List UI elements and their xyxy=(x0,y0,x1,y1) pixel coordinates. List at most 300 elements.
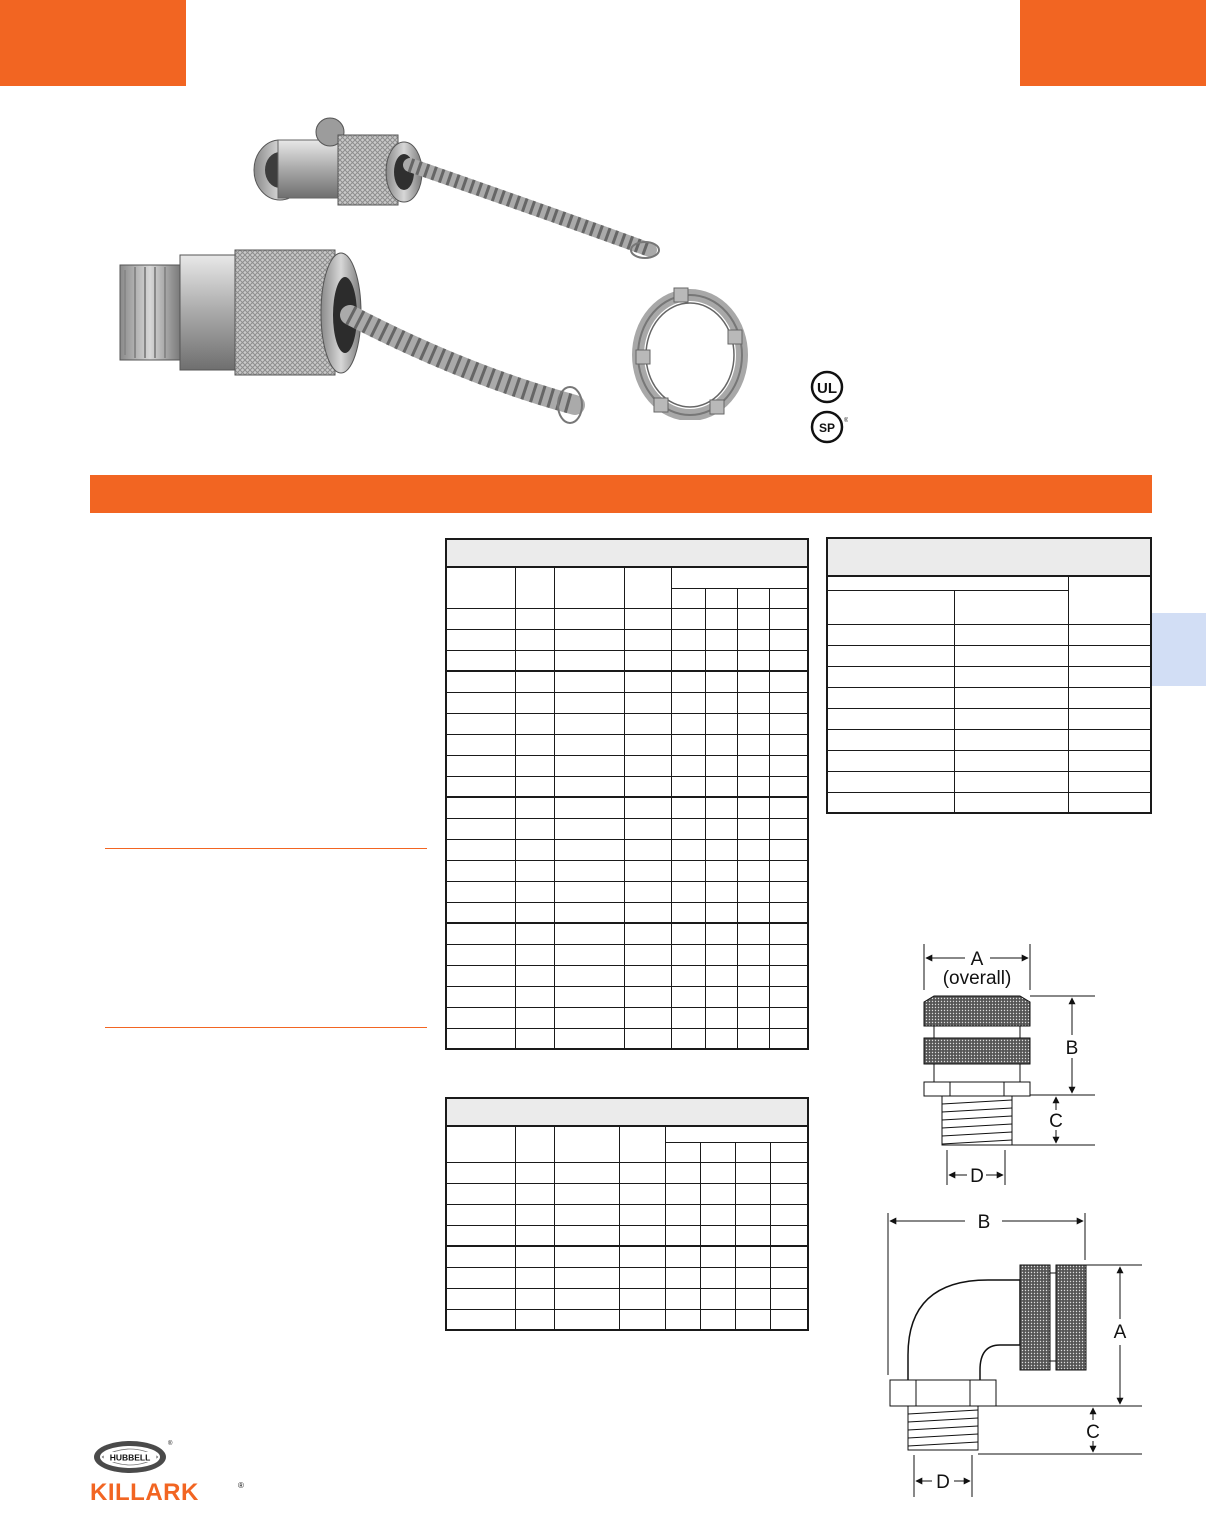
table-cell xyxy=(554,1162,619,1183)
table-cell xyxy=(737,923,769,944)
table-cell xyxy=(701,1162,736,1183)
table-cell xyxy=(516,1028,555,1049)
table-cell xyxy=(446,839,516,860)
table-cell xyxy=(769,902,808,923)
table-cell xyxy=(706,860,738,881)
table-cell xyxy=(625,965,672,986)
table-cell xyxy=(735,1204,770,1225)
table-cell xyxy=(737,692,769,713)
table-cell xyxy=(770,1183,808,1204)
table-row xyxy=(446,608,808,629)
elbow-connector-spec-table xyxy=(445,1097,809,1331)
table-cell xyxy=(701,1225,736,1246)
table-row xyxy=(446,818,808,839)
header-tab-left xyxy=(0,0,186,86)
table-cell xyxy=(625,734,672,755)
table-cell xyxy=(554,944,625,965)
table-cell xyxy=(769,818,808,839)
table-cell xyxy=(735,1267,770,1288)
table-cell xyxy=(737,965,769,986)
locknut-photo xyxy=(630,280,750,420)
table-cell xyxy=(701,1309,736,1330)
dim-c-label: C xyxy=(1049,1111,1063,1132)
table-cell xyxy=(672,860,706,881)
table-cell xyxy=(516,797,555,818)
table-row xyxy=(446,965,808,986)
table-cell xyxy=(666,1288,701,1309)
table-cell xyxy=(954,687,1068,708)
table-cell xyxy=(769,776,808,797)
table-cell xyxy=(954,771,1068,792)
table-cell xyxy=(516,608,555,629)
table-cell xyxy=(516,713,555,734)
table-cell xyxy=(516,1204,555,1225)
table-cell xyxy=(672,839,706,860)
table-cell xyxy=(672,881,706,902)
table-row xyxy=(446,776,808,797)
table-cell xyxy=(706,986,738,1007)
table-row xyxy=(446,1204,808,1225)
table-cell xyxy=(770,1225,808,1246)
table-cell xyxy=(554,1028,625,1049)
table-cell xyxy=(954,792,1068,813)
table-cell xyxy=(769,650,808,671)
table-cell xyxy=(706,881,738,902)
table-header-row xyxy=(446,567,808,588)
table-cell xyxy=(769,1007,808,1028)
table-cell xyxy=(516,1162,555,1183)
straight-connector-spec-table xyxy=(445,538,809,1050)
table-cell xyxy=(672,1007,706,1028)
table-cell xyxy=(706,965,738,986)
section-index-tab xyxy=(1152,613,1206,686)
table-cell xyxy=(516,776,555,797)
table-cell xyxy=(446,1007,516,1028)
table-row xyxy=(827,708,1151,729)
table-cell xyxy=(769,965,808,986)
table-cell xyxy=(1068,750,1151,771)
table-cell xyxy=(446,818,516,839)
table-cell xyxy=(737,650,769,671)
table-cell xyxy=(769,713,808,734)
table-row xyxy=(446,860,808,881)
table-cell xyxy=(554,734,625,755)
table-cell xyxy=(827,687,954,708)
dim-a-note: (overall) xyxy=(942,968,1012,989)
table-cell xyxy=(446,734,516,755)
svg-text:®: ® xyxy=(844,418,848,424)
table-cell xyxy=(701,1267,736,1288)
table-cell xyxy=(769,839,808,860)
table-row xyxy=(446,1309,808,1330)
table-cell xyxy=(446,1028,516,1049)
table-cell xyxy=(701,1183,736,1204)
table-cell xyxy=(737,944,769,965)
table-cell xyxy=(769,860,808,881)
table-row xyxy=(446,734,808,755)
table-cell xyxy=(554,608,625,629)
csa-certified-icon xyxy=(810,410,848,444)
table-cell xyxy=(625,797,672,818)
table-cell xyxy=(554,692,625,713)
table-cell xyxy=(672,986,706,1007)
table-cell xyxy=(706,797,738,818)
table-row xyxy=(446,1246,808,1267)
table-cell xyxy=(672,1028,706,1049)
table-cell xyxy=(625,650,672,671)
table-cell xyxy=(672,902,706,923)
table-cell xyxy=(516,1267,555,1288)
table-cell xyxy=(554,923,625,944)
table-cell xyxy=(769,755,808,776)
table-cell xyxy=(516,965,555,986)
table-cell xyxy=(554,881,625,902)
table-row xyxy=(446,1028,808,1049)
table-cell xyxy=(735,1183,770,1204)
table-title-row xyxy=(446,539,808,567)
table-cell xyxy=(737,986,769,1007)
table-cell xyxy=(625,692,672,713)
table-cell xyxy=(737,629,769,650)
dim-a-label: A xyxy=(970,949,984,970)
table-cell xyxy=(516,1288,555,1309)
section-header-bar xyxy=(90,475,1152,513)
svg-text:®: ® xyxy=(168,1441,173,1447)
table-cell xyxy=(1068,708,1151,729)
table-cell xyxy=(737,881,769,902)
table-row xyxy=(446,1007,808,1028)
table-cell xyxy=(554,629,625,650)
table-row xyxy=(446,839,808,860)
table-cell xyxy=(769,986,808,1007)
table-cell xyxy=(769,944,808,965)
table-cell xyxy=(516,839,555,860)
table-cell xyxy=(827,771,954,792)
table-row xyxy=(446,671,808,692)
table-cell xyxy=(735,1309,770,1330)
table-cell xyxy=(737,797,769,818)
table-cell xyxy=(554,1204,619,1225)
table-cell xyxy=(737,860,769,881)
table-cell xyxy=(554,650,625,671)
table-cell xyxy=(701,1288,736,1309)
table-cell xyxy=(446,860,516,881)
table-cell xyxy=(625,608,672,629)
table-row xyxy=(446,692,808,713)
table-cell xyxy=(1068,624,1151,645)
table-cell xyxy=(770,1267,808,1288)
table-cell xyxy=(516,650,555,671)
table-cell xyxy=(516,923,555,944)
dim-d-label: D xyxy=(936,1472,950,1493)
table-cell xyxy=(625,881,672,902)
table-cell xyxy=(516,734,555,755)
table-cell xyxy=(625,860,672,881)
table-cell xyxy=(554,1183,619,1204)
table-cell xyxy=(735,1288,770,1309)
table-cell xyxy=(666,1183,701,1204)
table-cell xyxy=(737,713,769,734)
table-cell xyxy=(769,734,808,755)
table-cell xyxy=(769,797,808,818)
table-cell xyxy=(1068,645,1151,666)
table-cell xyxy=(516,986,555,1007)
table-cell xyxy=(625,818,672,839)
table-cell xyxy=(554,755,625,776)
table-cell xyxy=(625,713,672,734)
locknut-spec-table xyxy=(826,537,1152,814)
table-cell xyxy=(1068,729,1151,750)
table-cell xyxy=(446,1309,516,1330)
table-cell xyxy=(619,1267,666,1288)
left-column-divider-1 xyxy=(105,848,427,849)
table-cell xyxy=(446,797,516,818)
table-cell xyxy=(770,1309,808,1330)
table-row xyxy=(446,1288,808,1309)
table-cell xyxy=(954,729,1068,750)
table-cell xyxy=(735,1225,770,1246)
table-cell xyxy=(666,1309,701,1330)
table-cell xyxy=(625,839,672,860)
table-cell xyxy=(769,692,808,713)
table-cell xyxy=(446,923,516,944)
table-cell xyxy=(516,1007,555,1028)
table-cell xyxy=(706,629,738,650)
table-row xyxy=(446,1183,808,1204)
table-cell xyxy=(1068,792,1151,813)
table-cell xyxy=(737,839,769,860)
table-cell xyxy=(954,645,1068,666)
table-cell xyxy=(706,650,738,671)
table-cell xyxy=(735,1246,770,1267)
table-cell xyxy=(827,729,954,750)
killark-wordmark: KILLARK xyxy=(90,1479,199,1506)
table-row xyxy=(446,629,808,650)
table-cell xyxy=(625,1028,672,1049)
table-cell xyxy=(666,1267,701,1288)
table-cell xyxy=(554,818,625,839)
table-cell xyxy=(619,1183,666,1204)
table-cell xyxy=(701,1246,736,1267)
table-cell xyxy=(706,671,738,692)
table-cell xyxy=(625,986,672,1007)
table-cell xyxy=(625,671,672,692)
table-cell xyxy=(706,1007,738,1028)
table-cell xyxy=(769,629,808,650)
table-cell xyxy=(516,629,555,650)
table-cell xyxy=(446,986,516,1007)
table-row xyxy=(446,797,808,818)
table-cell xyxy=(954,624,1068,645)
table-row xyxy=(446,944,808,965)
table-cell xyxy=(625,755,672,776)
svg-text:SP: SP xyxy=(818,421,836,435)
table-cell xyxy=(706,713,738,734)
table-cell xyxy=(554,1309,619,1330)
table-cell xyxy=(827,750,954,771)
table-cell xyxy=(737,755,769,776)
table-cell xyxy=(672,818,706,839)
table-cell xyxy=(625,776,672,797)
elbow-connector-dimension-diagram xyxy=(880,1205,1150,1505)
table-cell xyxy=(735,1162,770,1183)
table-cell xyxy=(619,1204,666,1225)
table-cell xyxy=(737,1028,769,1049)
table-cell xyxy=(446,692,516,713)
table-cell xyxy=(770,1288,808,1309)
table-row xyxy=(827,729,1151,750)
table-cell xyxy=(672,692,706,713)
table-cell xyxy=(625,944,672,965)
table-cell xyxy=(554,776,625,797)
left-column-divider-2 xyxy=(105,1027,427,1028)
table-cell xyxy=(827,645,954,666)
table-cell xyxy=(954,666,1068,687)
table-cell xyxy=(769,1028,808,1049)
table-cell xyxy=(706,902,738,923)
table-cell xyxy=(706,608,738,629)
table-cell xyxy=(706,1028,738,1049)
table-cell xyxy=(446,671,516,692)
table-cell xyxy=(666,1246,701,1267)
table-cell xyxy=(737,776,769,797)
table-cell xyxy=(619,1309,666,1330)
dim-d-label: D xyxy=(970,1166,984,1187)
table-cell xyxy=(446,713,516,734)
table-cell xyxy=(706,839,738,860)
table-cell xyxy=(827,624,954,645)
table-cell xyxy=(619,1225,666,1246)
table-cell xyxy=(446,965,516,986)
table-cell xyxy=(554,965,625,986)
trademark-symbol: ® xyxy=(238,1481,244,1490)
table-cell xyxy=(706,818,738,839)
table-cell xyxy=(619,1162,666,1183)
table-cell xyxy=(446,755,516,776)
table-cell xyxy=(516,902,555,923)
table-cell xyxy=(446,1267,516,1288)
table-cell xyxy=(672,923,706,944)
table-cell xyxy=(446,944,516,965)
table-cell xyxy=(554,713,625,734)
table-cell xyxy=(769,923,808,944)
table-cell xyxy=(446,776,516,797)
table-row xyxy=(827,750,1151,771)
table-cell xyxy=(827,666,954,687)
table-cell xyxy=(554,986,625,1007)
straight-connector-dimension-diagram xyxy=(880,940,1110,1190)
table-cell xyxy=(770,1204,808,1225)
table-cell xyxy=(672,671,706,692)
table-cell xyxy=(769,671,808,692)
table-row xyxy=(827,687,1151,708)
table-cell xyxy=(516,671,555,692)
table-cell xyxy=(737,608,769,629)
table-cell xyxy=(554,860,625,881)
table-cell xyxy=(554,902,625,923)
table-row xyxy=(446,1225,808,1246)
table-cell xyxy=(672,608,706,629)
table-cell xyxy=(446,1225,516,1246)
table-cell xyxy=(770,1162,808,1183)
table-cell xyxy=(770,1246,808,1267)
table-cell xyxy=(554,671,625,692)
brand-logo xyxy=(90,1437,250,1507)
table-cell xyxy=(446,881,516,902)
table-header-row xyxy=(827,576,1151,590)
table-cell xyxy=(706,776,738,797)
dim-a-label: A xyxy=(1113,1322,1127,1343)
table-cell xyxy=(666,1162,701,1183)
hubbell-wordmark: HUBBELL xyxy=(109,1452,151,1463)
table-cell xyxy=(672,713,706,734)
header-tab-right xyxy=(1020,0,1206,86)
table-cell xyxy=(516,755,555,776)
table-row xyxy=(446,1162,808,1183)
table-cell xyxy=(516,1183,555,1204)
table-cell xyxy=(446,1204,516,1225)
table-cell xyxy=(666,1225,701,1246)
table-cell xyxy=(827,708,954,729)
table-cell xyxy=(625,629,672,650)
table-cell xyxy=(737,818,769,839)
table-cell xyxy=(516,818,555,839)
table-cell xyxy=(554,839,625,860)
table-cell xyxy=(706,692,738,713)
table-cell xyxy=(737,734,769,755)
table-cell xyxy=(769,608,808,629)
table-cell xyxy=(737,1007,769,1028)
table-row xyxy=(446,923,808,944)
table-title-row xyxy=(827,538,1151,576)
table-cell xyxy=(554,1246,619,1267)
table-cell xyxy=(672,734,706,755)
table-cell xyxy=(516,860,555,881)
table-cell xyxy=(446,650,516,671)
table-cell xyxy=(672,965,706,986)
table-cell xyxy=(516,1309,555,1330)
table-row xyxy=(446,1267,808,1288)
table-title-row xyxy=(446,1098,808,1126)
hubbell-logo xyxy=(90,1437,174,1477)
table-cell xyxy=(1068,666,1151,687)
table-row xyxy=(827,792,1151,813)
table-cell xyxy=(516,1225,555,1246)
table-row xyxy=(827,645,1151,666)
dim-b-label: B xyxy=(1065,1038,1079,1059)
table-cell xyxy=(672,629,706,650)
table-cell xyxy=(619,1288,666,1309)
table-cell xyxy=(625,1007,672,1028)
table-cell xyxy=(446,629,516,650)
table-row xyxy=(446,713,808,734)
table-cell xyxy=(706,923,738,944)
table-cell xyxy=(554,797,625,818)
table-cell xyxy=(827,792,954,813)
table-cell xyxy=(1068,687,1151,708)
table-cell xyxy=(1068,771,1151,792)
table-row xyxy=(446,986,808,1007)
table-cell xyxy=(954,750,1068,771)
table-cell xyxy=(554,1267,619,1288)
table-cell xyxy=(446,1246,516,1267)
table-header-row xyxy=(446,1126,808,1142)
table-cell xyxy=(666,1204,701,1225)
table-row xyxy=(446,881,808,902)
table-cell xyxy=(516,944,555,965)
table-cell xyxy=(954,708,1068,729)
table-cell xyxy=(672,776,706,797)
